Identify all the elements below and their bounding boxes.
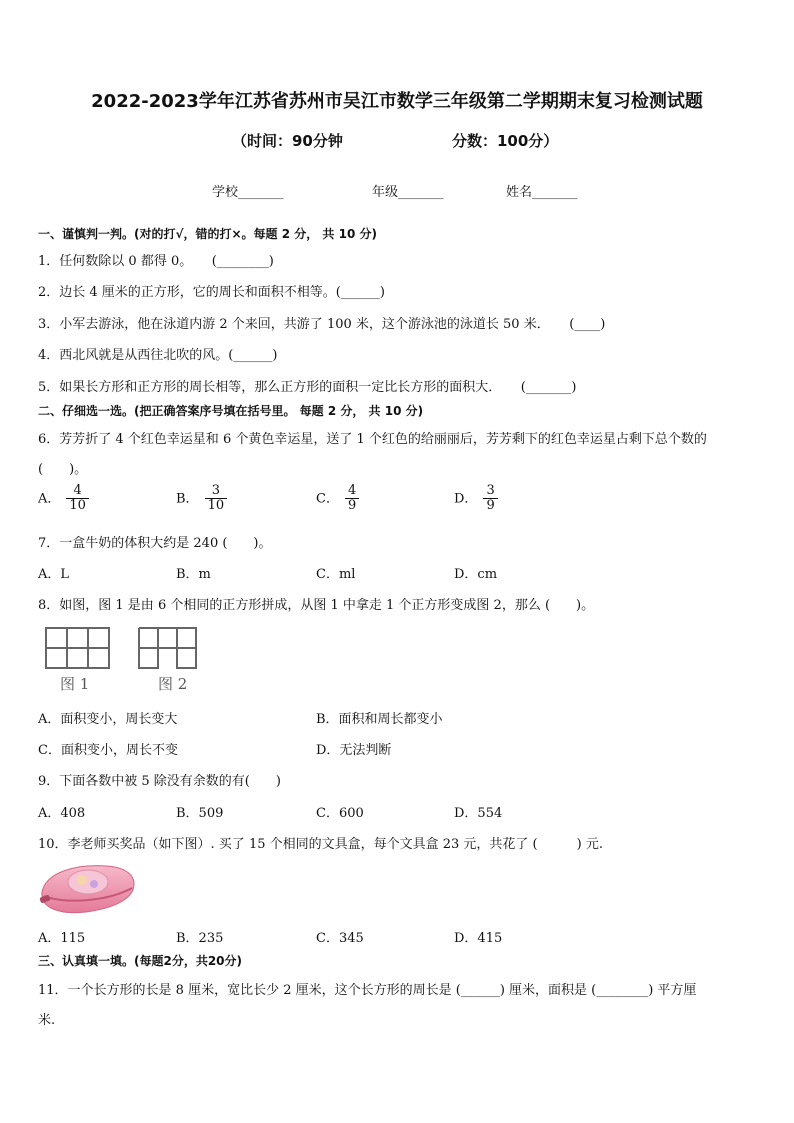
fraction-numerator: 3 (205, 484, 228, 499)
question-1: 1．任何数除以 0 都得 0。 (________) (38, 254, 274, 269)
question-9-option-d: D．554 (454, 806, 503, 821)
question-8-option-c: C．面积变小，周长不变 (38, 743, 178, 758)
question-7-option-b: B．m (176, 567, 211, 582)
question-8: 8．如图，图 1 是由 6 个相同的正方形拼成，从图 1 中拿走 1 个正方形变成图 2，那么 ( )。 (38, 598, 595, 613)
question-10: 10．李老师买奖品（如下图）. 买了 15 个相同的文具盒，每个文具盒 23 元，共花了 ( ) 元. (38, 837, 603, 852)
name-field: 姓名_______ (506, 185, 578, 200)
fraction (205, 484, 228, 514)
question-6-line-2: ( )。 (38, 462, 88, 477)
question-4: 4．西北风就是从西往北吹的风。(______) (38, 348, 278, 363)
question-9-option-c: C．600 (316, 806, 364, 821)
pencil-case-image (36, 858, 138, 918)
question-9-option-a: A．408 (38, 806, 86, 821)
figure-2-grid (137, 626, 199, 670)
question-6-line-1: 6．芳芳折了 4 个红色幸运星和 6 个黄色幸运星，送了 1 个红色的给丽丽后，芳芳剩下的红色幸运星占剩下总个数的 (38, 432, 707, 447)
fraction (66, 484, 89, 514)
school-field: 学校_______ (212, 185, 284, 200)
figure-2-label: 图 2 (158, 675, 188, 693)
section-1-heading: 一、谨慎判一判。(对的打√，错的打×。每题 2 分， 共 10 分) (38, 227, 377, 241)
question-7: 7．一盒牛奶的体积大约是 240 ( )。 (38, 536, 272, 551)
question-7-option-d: D．cm (454, 567, 498, 582)
question-10-option-b: B．235 (176, 931, 224, 946)
fraction-denominator: 10 (207, 498, 225, 514)
question-11-line-2: 米. (38, 1013, 56, 1028)
question-11-line-1: 11．一个长方形的长是 8 厘米，宽比长少 2 厘米，这个长方形的周长是 (______) 厘米，面积是 (________) 平方厘 (38, 983, 697, 998)
fraction-numerator: 4 (66, 484, 89, 499)
figure-1-grid (44, 626, 112, 670)
fraction-numerator: 4 (345, 484, 359, 499)
fraction (483, 484, 497, 514)
option-label: B． (176, 491, 199, 507)
question-8-option-d: D．无法判断 (316, 743, 392, 758)
question-6-option-c (316, 484, 359, 514)
question-6-option-b (176, 484, 227, 514)
pencil-case-print-face (77, 875, 87, 885)
option-label: A． (38, 491, 61, 507)
section-2-heading: 二、仔细选一选。(把正确答案序号填在括号里。 每题 2 分， 共 10 分) (38, 404, 424, 418)
pencil-case-print-detail (90, 880, 98, 888)
question-9-option-b: B．509 (176, 806, 224, 821)
grade-field: 年级_______ (372, 185, 444, 200)
section-3-heading: 三、认真填一填。(每题2分，共20分) (38, 954, 243, 968)
question-10-option-c: C．345 (316, 931, 364, 946)
question-7-option-c: C．ml (316, 567, 356, 582)
exam-score: 分数：100分） (452, 132, 559, 150)
option-label: C． (316, 491, 339, 507)
question-8-option-b: B．面积和周长都变小 (316, 712, 443, 727)
question-6-option-a (38, 484, 89, 514)
exam-time: （时间：90分钟 (232, 132, 343, 150)
question-7-option-a: A．L (38, 567, 70, 582)
figure-1-label: 图 1 (60, 675, 90, 693)
question-6-option-d (454, 484, 498, 514)
question-2: 2．边长 4 厘米的正方形，它的周长和面积不相等。(______) (38, 285, 385, 300)
fraction (345, 484, 359, 514)
question-9: 9．下面各数中被 5 除没有余数的有( ) (38, 774, 281, 789)
question-3: 3．小军去游泳，他在泳道内游 2 个来回，共游了 100 米，这个游泳池的泳道长 50 米． (____) (38, 317, 606, 332)
option-label: D． (454, 491, 478, 507)
question-10-option-a: A．115 (38, 931, 86, 946)
fraction-denominator: 10 (69, 498, 86, 514)
question-8-option-a: A．面积变小，周长变大 (38, 712, 178, 727)
question-5: 5．如果长方形和正方形的周长相等，那么正方形的面积一定比长方形的面积大． (_______) (38, 380, 577, 395)
fraction-denominator: 9 (486, 498, 495, 514)
page-title: 2022-2023学年江苏省苏州市吴江市数学三年级第二学期期末复习检测试题 (91, 91, 703, 112)
pencil-case-print (68, 870, 108, 894)
fraction-numerator: 3 (483, 484, 497, 499)
fraction-denominator: 9 (347, 498, 357, 514)
question-10-option-d: D．415 (454, 931, 503, 946)
